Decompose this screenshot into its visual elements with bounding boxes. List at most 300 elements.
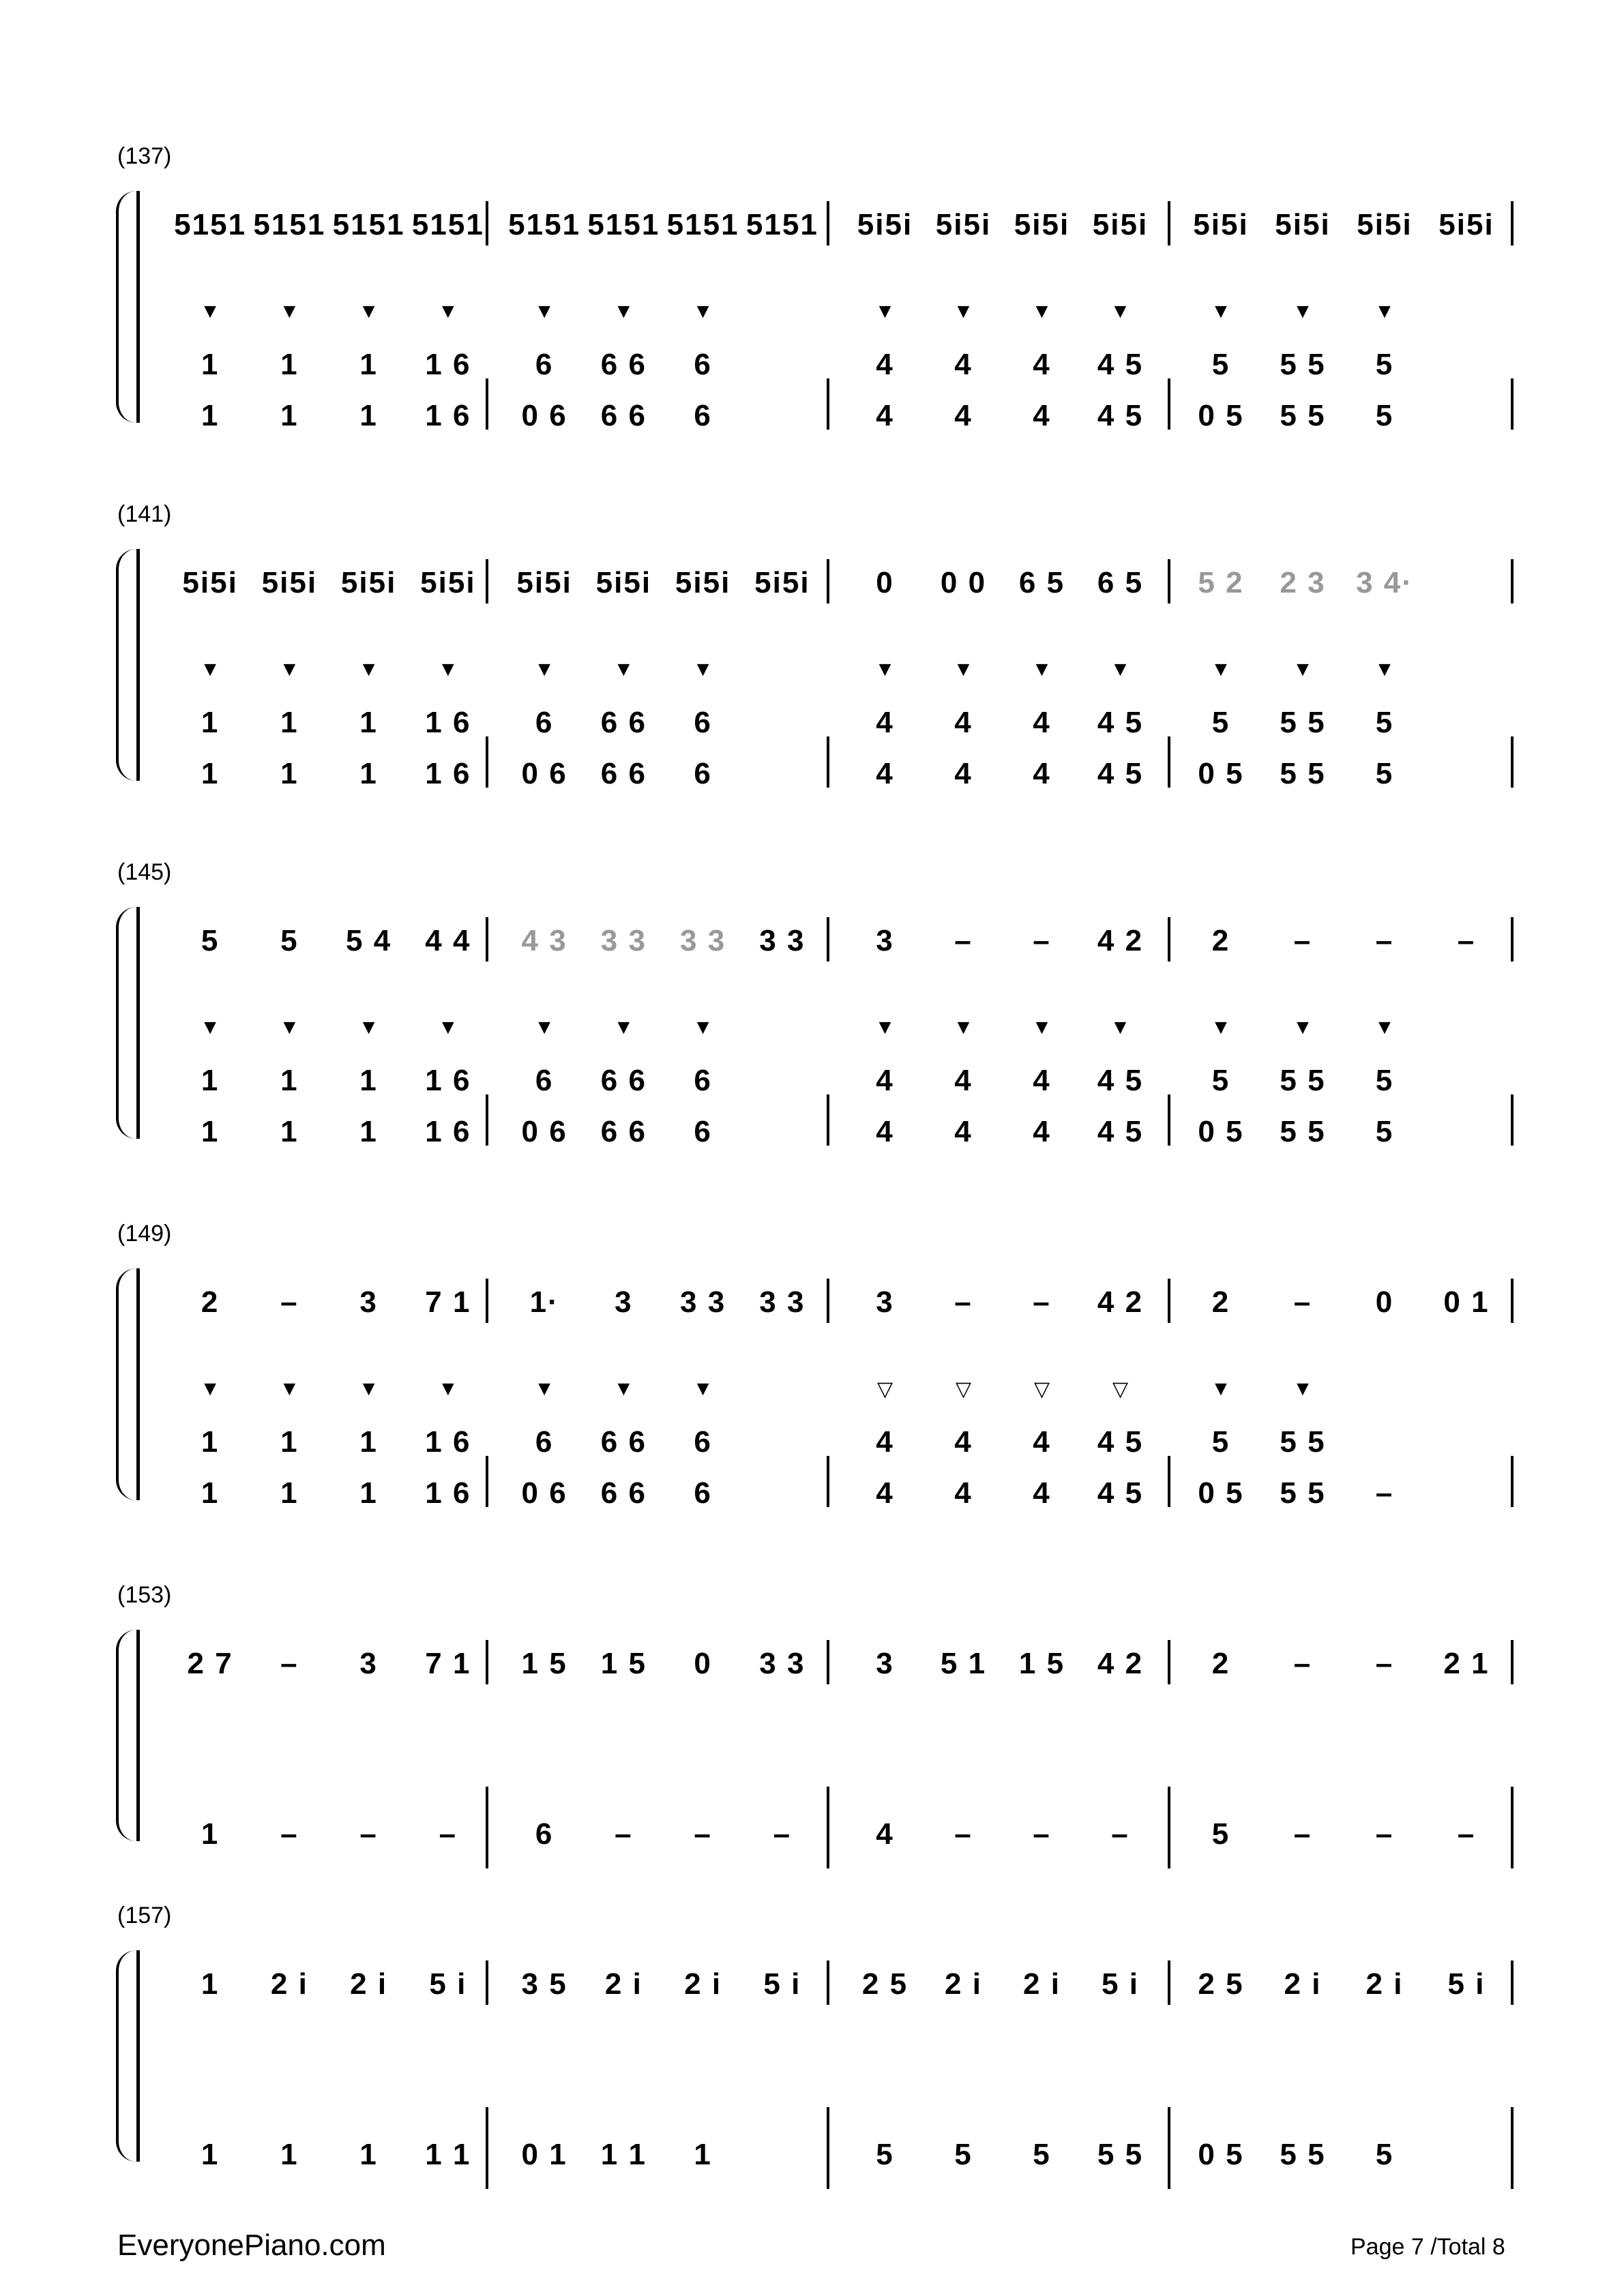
melody-note: 3 [359, 1285, 378, 1319]
bass-note: 1 [359, 1476, 378, 1510]
melody-note: – [1375, 924, 1394, 957]
melody-note: 2 1 [1443, 1647, 1490, 1680]
bass-note: 1 [359, 2138, 378, 2171]
melody-note: 1 [201, 1967, 220, 2001]
measure-barline [827, 1960, 829, 2005]
melody-note: 1· [529, 1285, 559, 1319]
pedal-mark: ▼ [953, 300, 974, 323]
pedal-mark: ▼ [358, 1016, 379, 1039]
pedal-mark: ▼ [438, 1016, 458, 1039]
melody-note: 3 3 [759, 1285, 806, 1319]
melody-note: 4 2 [1097, 1647, 1144, 1680]
bass-note: 4 [954, 1115, 973, 1148]
bass-note: 5 5 [1280, 757, 1326, 790]
melody-note: 2 i [350, 1967, 388, 2001]
bass-note: 5 5 [1280, 399, 1326, 432]
bass-note: 4 [876, 1476, 894, 1510]
bass-note: 0 6 [521, 757, 567, 790]
bass-note: 5 [1211, 1817, 1230, 1851]
melody-note: 5151 [332, 208, 405, 241]
measure-barline [827, 378, 829, 430]
bass-note: 6 [694, 757, 712, 790]
melody-note: 5 1 [940, 1647, 987, 1680]
bass-note: – [1293, 1817, 1312, 1851]
measure-number: (157) [117, 1903, 172, 1928]
bass-note: 5 5 [1280, 1064, 1326, 1097]
pedal-mark: ▼ [1211, 300, 1231, 323]
bass-note: 5 5 [1097, 2138, 1144, 2171]
site-footer[interactable]: EveryonePiano.com [117, 2228, 386, 2262]
bass-note: 1 6 [425, 1425, 471, 1459]
pedal-mark: ▼ [358, 1377, 379, 1400]
system-barline [136, 549, 140, 781]
pedal-mark: ▼ [200, 300, 220, 323]
pedal-mark: ▼ [534, 1377, 555, 1400]
pedal-mark: ▼ [438, 658, 458, 681]
melody-note: 5 2 [1198, 566, 1244, 599]
pedal-mark: ▼ [438, 1377, 458, 1400]
pedal-mark: ▼ [1211, 1016, 1231, 1039]
melody-note: 3 3 [759, 1647, 806, 1680]
bass-note: 4 [1033, 706, 1051, 739]
bass-note: 1 [359, 706, 378, 739]
measure-barline [1511, 1787, 1514, 1868]
bass-note: 4 [876, 757, 894, 790]
bass-note: 4 [1033, 399, 1051, 432]
melody-note: 5i5i [1014, 208, 1070, 241]
melody-note: 0 1 [1443, 1285, 1490, 1319]
measure-barline [486, 2107, 488, 2189]
bass-note: 0 1 [521, 2138, 567, 2171]
pedal-mark: ▼ [1293, 300, 1313, 323]
bass-note: 1 6 [425, 1115, 471, 1148]
bass-note: 5 [1211, 348, 1230, 381]
measure-barline [1168, 1456, 1170, 1507]
melody-note: 5151 [508, 208, 581, 241]
measure-barline [1168, 1960, 1170, 2005]
melody-note: – [1293, 1647, 1312, 1680]
measure-barline [1168, 201, 1170, 245]
bass-note: 6 6 [600, 757, 647, 790]
melody-note: – [1293, 1285, 1312, 1319]
bass-note: 6 [694, 1064, 712, 1097]
melody-note: – [954, 1285, 973, 1319]
pedal-mark: ▼ [613, 1377, 634, 1400]
system-barline [136, 1268, 140, 1500]
brace [116, 1630, 136, 1841]
melody-note: 3 3 [680, 1285, 726, 1319]
measure-barline [486, 1960, 488, 2005]
measure-barline [827, 2107, 829, 2189]
bass-note: 5 5 [1280, 2138, 1326, 2171]
melody-note: 2 [1211, 924, 1230, 957]
bass-note: 4 5 [1097, 348, 1144, 381]
bass-note: 1 [280, 706, 299, 739]
pedal-mark: ▼ [1293, 1016, 1313, 1039]
measure-barline [1168, 917, 1170, 961]
melody-note: 2 3 [1280, 566, 1326, 599]
bass-note: 4 5 [1097, 1476, 1144, 1510]
brace [116, 1950, 136, 2162]
pedal-mark: ▼ [358, 658, 379, 681]
melody-note: 3 [615, 1285, 633, 1319]
pedal-mark: ▼ [613, 1016, 634, 1039]
melody-note: 5151 [411, 208, 484, 241]
melody-note: – [280, 1647, 299, 1680]
measure-barline [1168, 1787, 1170, 1868]
measure-barline [1168, 1640, 1170, 1684]
bass-note: 1 [280, 757, 299, 790]
pedal-mark: ▽ [955, 1378, 972, 1401]
measure-barline [486, 1279, 488, 1323]
bass-note: 1 [280, 399, 299, 432]
pedal-mark: ▼ [1293, 1377, 1313, 1400]
bass-note: 1 [280, 1476, 299, 1510]
bass-note: 4 [876, 399, 894, 432]
bass-note: 1 [201, 399, 220, 432]
melody-note: 2 [201, 1285, 220, 1319]
bass-note: – [694, 1817, 712, 1851]
measure-barline [1511, 1640, 1514, 1684]
measure-barline [827, 1094, 829, 1146]
measure-barline [827, 1787, 829, 1868]
pedal-mark: ▼ [692, 658, 713, 681]
melody-note: 2 5 [861, 1967, 909, 2001]
bass-note: – [773, 1817, 792, 1851]
melody-note: 2 i [270, 1967, 308, 2001]
bass-note: 5 5 [1280, 1425, 1326, 1459]
measure-barline [1511, 1456, 1514, 1507]
bass-note: 4 [1033, 757, 1051, 790]
pedal-mark: ▼ [1110, 300, 1131, 323]
bass-note: – [1457, 1817, 1476, 1851]
bass-note: 0 5 [1198, 1476, 1244, 1510]
melody-note: 6 5 [1097, 566, 1144, 599]
bass-note: 6 [535, 1064, 554, 1097]
bass-note: 4 [1033, 1425, 1051, 1459]
bass-note: 6 [694, 399, 712, 432]
bass-note: 4 5 [1097, 1064, 1144, 1097]
melody-note: 5i5i [340, 566, 397, 599]
measure-barline [1168, 378, 1170, 430]
bass-note: 5 [1375, 399, 1394, 432]
melody-note: 6 5 [1018, 566, 1065, 599]
measure-barline [1511, 917, 1514, 961]
score-system [0, 1582, 1624, 1937]
melody-note: 5i5i [182, 566, 238, 599]
melody-note: – [1375, 1647, 1394, 1680]
melody-note: 4 3 [521, 924, 567, 957]
measure-barline [486, 917, 488, 961]
measure-barline [827, 917, 829, 961]
system-barline [136, 191, 140, 423]
melody-note: 2 i [1284, 1967, 1322, 2001]
melody-note: 5151 [253, 208, 326, 241]
pedal-mark: ▼ [438, 300, 458, 323]
melody-note: 5 [280, 924, 299, 957]
bass-note: 1 [694, 2138, 712, 2171]
bass-note: 1 1 [425, 2138, 471, 2171]
pedal-mark: ▼ [534, 300, 555, 323]
measure-barline [827, 736, 829, 788]
bass-note: 5 [1375, 1064, 1394, 1097]
melody-note: 5i5i [1438, 208, 1494, 241]
pedal-mark: ▼ [874, 1016, 896, 1039]
melody-note: 2 i [945, 1967, 982, 2001]
melody-note: 5i5i [595, 566, 652, 599]
melody-note: 5i5i [935, 208, 992, 241]
brace [116, 549, 136, 781]
brace [116, 191, 136, 423]
pedal-mark: ▼ [692, 1377, 713, 1400]
melody-note: 2 7 [187, 1647, 233, 1680]
measure-number: (149) [117, 1221, 172, 1247]
bass-note: 4 [954, 348, 973, 381]
system-barline [136, 1630, 140, 1841]
bass-note: – [954, 1817, 973, 1851]
bass-note: 6 [694, 706, 712, 739]
measure-barline [827, 1640, 829, 1684]
bass-note: – [359, 1817, 378, 1851]
score-system [0, 143, 1624, 498]
pedal-mark: ▼ [534, 1016, 555, 1039]
melody-note: 5 i [1447, 1967, 1486, 2001]
bass-note: 1 [201, 757, 220, 790]
bass-note: 1 [280, 1115, 299, 1148]
melody-note: 5 [201, 924, 220, 957]
melody-note: 3 3 [680, 924, 726, 957]
measure-barline [1511, 201, 1514, 245]
bass-note: 4 [954, 757, 973, 790]
pedal-mark: ▼ [1374, 300, 1395, 323]
melody-note: – [1033, 924, 1051, 957]
melody-note: 4 4 [425, 924, 471, 957]
bass-note: 6 [694, 348, 712, 381]
score-system [0, 859, 1624, 1214]
pedal-mark: ▼ [1374, 1016, 1395, 1039]
pedal-mark: ▼ [279, 1016, 300, 1039]
measure-barline [486, 1787, 488, 1868]
melody-note: 7 1 [425, 1285, 471, 1319]
measure-barline [827, 1456, 829, 1507]
bass-note: 1 [359, 757, 378, 790]
bass-note: 1 6 [425, 706, 471, 739]
melody-note: 2 [1211, 1285, 1230, 1319]
melody-note: 5 i [1102, 1967, 1139, 2001]
melody-note: 2 5 [1198, 1967, 1244, 2001]
bass-note: 1 [201, 1817, 220, 1851]
measure-barline [486, 201, 488, 245]
bass-note: 4 [954, 706, 973, 739]
pedal-mark: ▼ [1211, 658, 1231, 681]
measure-barline [486, 1456, 488, 1507]
bass-note: 4 [876, 348, 894, 381]
melody-note: 0 [876, 566, 894, 599]
melody-note: 5i5i [675, 566, 731, 599]
melody-note: 3 [876, 924, 894, 957]
melody-note: 2 i [604, 1967, 643, 2001]
bass-note: 4 [954, 1476, 973, 1510]
bass-note: 0 5 [1198, 757, 1244, 790]
pedal-mark: ▼ [692, 300, 713, 323]
melody-note: 2 i [1023, 1967, 1061, 2001]
measure-barline [827, 201, 829, 245]
bass-note: 5 [1375, 706, 1394, 739]
melody-note: 3 4· [1356, 566, 1413, 599]
bass-note: 6 [535, 348, 554, 381]
bass-note: 6 [694, 1425, 712, 1459]
bass-note: 0 5 [1198, 2138, 1244, 2171]
measure-barline [1168, 2107, 1170, 2189]
bass-note: 4 [1033, 1476, 1051, 1510]
bass-note: 1 [201, 1425, 220, 1459]
bass-note: 5 [1375, 1115, 1394, 1148]
bass-note: 4 [954, 1425, 973, 1459]
melody-note: 5151 [587, 208, 660, 241]
measure-barline [1511, 2107, 1514, 2189]
measure-barline [1511, 378, 1514, 430]
bass-note: 4 [954, 399, 973, 432]
bass-note: 5 5 [1280, 1115, 1326, 1148]
measure-barline [486, 1640, 488, 1684]
bass-note: 1 [280, 2138, 299, 2171]
melody-note: – [280, 1285, 299, 1319]
pedal-mark: ▼ [874, 658, 896, 681]
melody-note: 2 i [684, 1967, 722, 2001]
melody-note: – [1293, 924, 1312, 957]
melody-note: 3 [876, 1285, 894, 1319]
bass-note: 4 5 [1097, 399, 1144, 432]
bass-note: 5 [876, 2138, 894, 2171]
pedal-mark: ▼ [1110, 658, 1131, 681]
melody-note: 3 5 [521, 1967, 567, 2001]
bass-note: 1 [280, 348, 299, 381]
measure-barline [1511, 1279, 1514, 1323]
bass-note: 1 [359, 399, 378, 432]
bass-note: 5 [1375, 757, 1394, 790]
bass-note: 5 5 [1280, 348, 1326, 381]
melody-note: 5 i [429, 1967, 467, 2001]
bass-note: 4 5 [1097, 757, 1144, 790]
measure-number: (153) [117, 1582, 172, 1608]
bass-note: 4 5 [1097, 1115, 1144, 1148]
bass-note: 1 6 [425, 348, 471, 381]
melody-note: – [1033, 1285, 1051, 1319]
melody-note: 5 i [763, 1967, 801, 2001]
pedal-mark: ▼ [200, 1016, 220, 1039]
bass-note: 1 1 [600, 2138, 647, 2171]
pedal-mark: ▽ [1112, 1378, 1129, 1401]
melody-note: 5i5i [420, 566, 476, 599]
pedal-mark: ▼ [279, 1377, 300, 1400]
measure-barline [1168, 1094, 1170, 1146]
bass-note: 6 6 [600, 1476, 647, 1510]
pedal-mark: ▼ [874, 300, 896, 323]
measure-barline [1511, 559, 1514, 603]
melody-note: 5i5i [516, 566, 572, 599]
melody-note: 5i5i [1193, 208, 1249, 241]
brace [116, 907, 136, 1139]
pedal-mark: ▼ [358, 300, 379, 323]
page-number: Page 7 /Total 8 [1350, 2234, 1505, 2260]
pedal-mark: ▼ [1374, 658, 1395, 681]
pedal-mark: ▼ [1110, 1016, 1131, 1039]
bass-note: – [1033, 1817, 1051, 1851]
bass-note: 5 5 [1280, 706, 1326, 739]
melody-note: 3 3 [759, 924, 806, 957]
melody-note: 4 2 [1097, 924, 1144, 957]
bass-note: 6 6 [600, 706, 647, 739]
melody-note: 5151 [745, 208, 818, 241]
bass-note: 6 6 [600, 1425, 647, 1459]
melody-note: 5i5i [1357, 208, 1413, 241]
bass-note: – [615, 1817, 633, 1851]
melody-note: 2 [1211, 1647, 1230, 1680]
melody-note: 0 [694, 1647, 712, 1680]
measure-barline [486, 1094, 488, 1146]
pedal-mark: ▼ [279, 658, 300, 681]
system-barline [136, 907, 140, 1139]
bass-note: 1 [359, 348, 378, 381]
bass-note: 6 6 [600, 348, 647, 381]
bass-note: 6 [694, 1115, 712, 1148]
bass-note: 1 6 [425, 1064, 471, 1097]
melody-note: 1 5 [521, 1647, 567, 1680]
bass-note: 4 [1033, 1115, 1051, 1148]
bass-note: 6 6 [600, 1064, 647, 1097]
measure-barline [1511, 1094, 1514, 1146]
bass-note: 4 [1033, 1064, 1051, 1097]
melody-note: 1 5 [600, 1647, 647, 1680]
melody-note: 5i5i [261, 566, 318, 599]
bass-note: 0 5 [1198, 1115, 1244, 1148]
bass-note: 4 [876, 706, 894, 739]
melody-note: 5i5i [754, 566, 810, 599]
bass-note: – [439, 1817, 458, 1851]
melody-note: 4 2 [1097, 1285, 1144, 1319]
pedal-mark: ▼ [953, 1016, 974, 1039]
melody-note: 3 [876, 1647, 894, 1680]
bass-note: 6 [694, 1476, 712, 1510]
measure-barline [1168, 1279, 1170, 1323]
bass-note: 1 [201, 706, 220, 739]
bass-note: 1 [359, 1064, 378, 1097]
score-system [0, 1903, 1624, 2257]
bass-note: 5 [954, 2138, 973, 2171]
bass-note: 1 [280, 1425, 299, 1459]
pedal-mark: ▼ [1031, 300, 1052, 323]
bass-note: 6 6 [600, 1115, 647, 1148]
melody-note: – [954, 924, 973, 957]
bass-note: 0 6 [521, 399, 567, 432]
bass-note: 1 [359, 1115, 378, 1148]
bass-note: 4 [954, 1064, 973, 1097]
measure-barline [1168, 736, 1170, 788]
pedal-mark: ▼ [613, 658, 634, 681]
bass-note: 5 [1211, 1064, 1230, 1097]
score-system [0, 501, 1624, 856]
melody-note: 2 i [1365, 1967, 1404, 2001]
bass-note: 5 [1211, 1425, 1230, 1459]
bass-note: 0 6 [521, 1115, 567, 1148]
melody-note: – [1457, 924, 1476, 957]
bass-note: 6 [535, 706, 554, 739]
pedal-mark: ▼ [200, 1377, 220, 1400]
bass-note: 5 5 [1280, 1476, 1326, 1510]
bass-note: – [1375, 1476, 1394, 1510]
pedal-mark: ▼ [953, 658, 974, 681]
pedal-mark: ▼ [1031, 658, 1052, 681]
